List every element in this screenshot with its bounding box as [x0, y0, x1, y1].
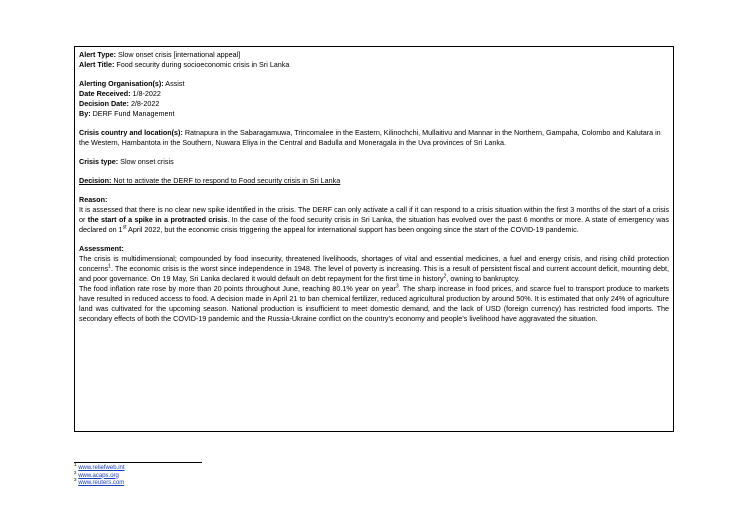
alerting-org-value: Assist — [165, 79, 185, 88]
reason-paragraph — [79, 205, 669, 235]
assessment-p1-part-c: , owning to bankruptcy. — [446, 274, 520, 283]
by-line — [79, 109, 669, 119]
assessment-heading: Assessment: — [79, 244, 124, 253]
crisis-type-value: Slow onset crisis — [120, 157, 174, 166]
date-received-value: 1/8-2022 — [132, 89, 161, 98]
alert-type-line — [79, 50, 669, 60]
crisis-location-paragraph — [79, 128, 669, 148]
reason-text-part-3: April 2022, but the economic crisis triggering the appeal for international support has been ongoing since the start of the COVID-19 pandemic. — [126, 225, 579, 234]
assessment-paragraph-1 — [79, 254, 669, 284]
decision-box — [74, 46, 674, 432]
footnote-3 — [74, 477, 125, 488]
footnote-divider — [74, 462, 202, 463]
date-received-line — [79, 89, 669, 99]
date-received-label: Date Received: — [79, 89, 131, 98]
decision-value: Not to activate the DERF to respond to Food security crisis in Sri Lanka — [113, 176, 341, 185]
assessment-p2-part-b: . The sharp increase in food prices, and scarce fuel to transport produce to markets have resulted in reduced access to food. A decision made in April 21 to ban chemical fertilizer, reduced agricultural production by around 50%. It is estimated that only 24% of agriculture land was cultivated for the upcoming season. National production is insufficient to meet domestic demand, and the lack of USD (foreign currency) has restricted food imports. The secondary effects of both the COVID-19 pandemic and the Russia-Ukraine conflict on the country’s economy and people’s livelihood have aggravated the situation. — [79, 284, 669, 323]
assessment-p1-part-a: The crisis is multidimensional; compounded by food insecurity, threatened livelihoods, shortages of vital and essential medicines, a fuel and energy crisis, and rising child protection concerns — [79, 254, 669, 273]
footnote-number: 3 — [74, 477, 77, 482]
assessment-p1-part-b: . The economic crisis is the worst since independence in 1948. The level of poverty is increasing. This is a result of persistent fiscal and current account deficit, mounting debt, and poor governance. On 19 May, Sri Lanka declared it would default on debt repayment for the first time in history — [79, 264, 669, 283]
footnotes — [74, 462, 125, 488]
decision-label: Decision: — [79, 176, 112, 185]
footnote-2 — [74, 469, 125, 481]
alert-type-label: Alert Type: — [79, 50, 117, 59]
assessment-p2-part-a: The food inflation rate rose by more than 20 points throughout June, reaching 80.1% year on year — [79, 284, 396, 293]
crisis-location-label: Crisis country and location(s): — [79, 128, 183, 137]
decision-date-value: 2/8-2022 — [130, 99, 160, 108]
alert-title-line — [79, 60, 669, 70]
decision-date-line — [79, 99, 669, 109]
footnote-ref-3: 3 — [395, 283, 399, 290]
footnote-link-acaps[interactable]: www.acaps.org — [78, 472, 119, 479]
decision-line — [79, 176, 669, 186]
alert-title-value: Food security during socioeconomic crisis in Sri Lanka — [116, 60, 290, 69]
by-label: By: — [79, 109, 91, 118]
reason-text-part-1: It is assessed that there is no clear new spike identified in the crisis. The DERF can only activate a call if it can respond to a crisis situation within the first 3 months of the start of a crisis or — [79, 205, 669, 224]
reason-text-emphasis: the start of a spike in a protracted crisis — [87, 215, 228, 224]
footnote-number: 2 — [74, 469, 77, 475]
decision-date-label: Decision Date: — [79, 99, 129, 108]
assessment-paragraph-2 — [79, 284, 669, 324]
alert-type-value: Slow onset crisis [international appeal] — [118, 50, 241, 59]
crisis-type-label: Crisis type: — [79, 157, 119, 166]
footnote-ref-2: 2 — [443, 273, 447, 280]
alerting-org-label: Alerting Organisation(s): — [79, 79, 164, 88]
by-value: DERF Fund Management — [92, 109, 175, 118]
footnote-1 — [74, 462, 125, 473]
footnote-number: 1 — [74, 462, 77, 467]
crisis-type-line — [79, 157, 669, 167]
ordinal-superscript: st — [122, 224, 127, 231]
alert-title-label: Alert Title: — [79, 60, 115, 69]
reason-heading: Reason: — [79, 195, 108, 204]
crisis-location-value: Ratnapura in the Sabaragamuwa, Trincomalee in the Eastern, Kilinochchi, Mullaitivu and Mannar in the Northern, Gampaha, Colombo and Kalutara in the Western, Hambantota in the Southern, Nuwara Eliya in the Central and Badulla and Moneragala in the Uva provinces of Sri Lanka. — [79, 128, 661, 147]
alerting-org-line — [79, 79, 669, 89]
reason-text-part-2: . In the case of the food security crisis in Sri Lanka, the situation has evolved over the past 6 months or more. A state of emergency was declared on 1 — [79, 215, 669, 234]
footnote-link-reuters[interactable]: www.reuters.com — [78, 480, 125, 486]
footnote-link-reliefweb[interactable]: www.reliefweb.int — [78, 465, 125, 471]
footnote-ref-1: 1 — [108, 263, 111, 270]
